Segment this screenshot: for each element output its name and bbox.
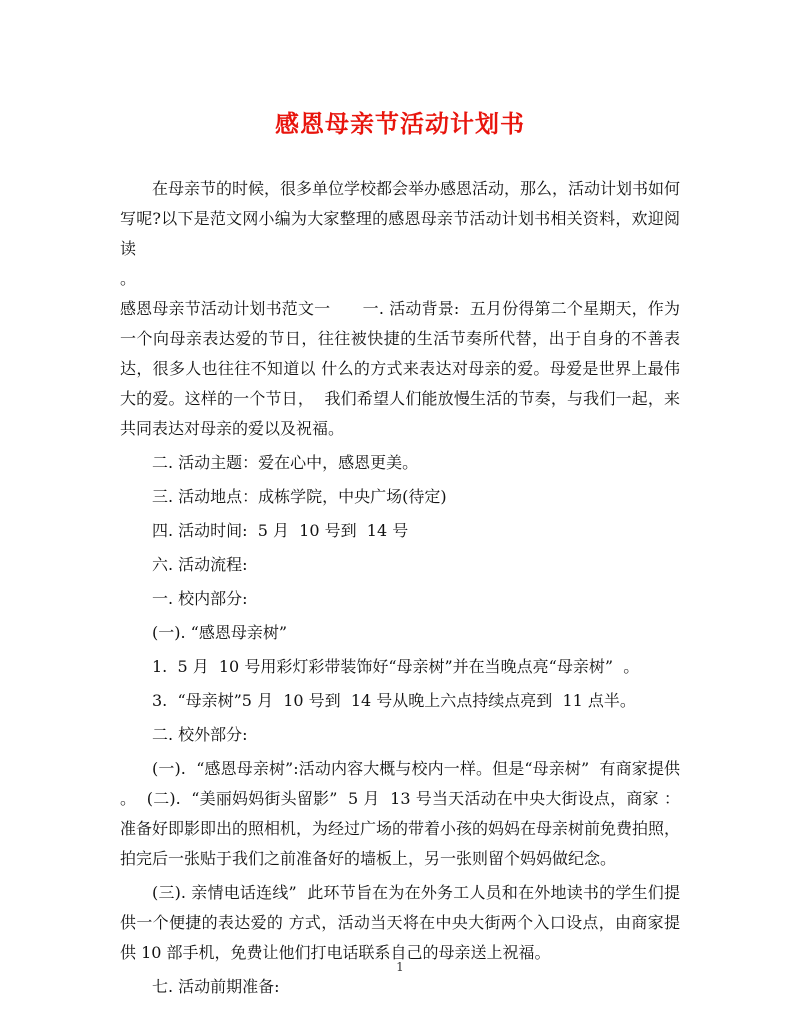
step-3-line: 3. “母亲树”5 月 10 号到 14 号从晚上六点持续点亮到 11 点半。 bbox=[152, 691, 636, 710]
intro-line-1: 在母亲节的时候，很多单位学校都会举办感恩活动，那么，活动计划书如何 bbox=[152, 179, 681, 198]
off-campus-heading: 二. 校外部分: bbox=[152, 725, 248, 744]
background-paragraph: 感恩母亲节活动计划书范文一 一. 活动背景: 五月份得第二个星期天，作为一个向母亲表达爱的节日，往往被快捷的生活节奏所代替，出于自身的不善表达，很多人也往往不知道以 什么的方式来表达对母亲的爱。母爱是世界上最伟大的爱。这样的一个节日， 我们希望人们能放慢生活的节奏，与我们一起，来共同表达对母亲的爱以及祝福。 bbox=[120, 299, 680, 438]
theme-line: 二. 活动主题：爱在心中，感恩更美。 bbox=[152, 453, 419, 472]
time-line: 四. 活动时间: 5 月 10 号到 14 号 bbox=[152, 521, 409, 540]
step-1-line: 1. 5 月 10 号用彩灯彩带装饰好“母亲树”并在当晚点亮“母亲树” 。 bbox=[152, 657, 640, 676]
process-heading: 六. 活动流程: bbox=[152, 555, 248, 574]
mother-tree-heading: (一). “感恩母亲树” bbox=[152, 623, 288, 642]
preparation-heading: 七. 活动前期准备: bbox=[152, 977, 280, 996]
off-campus-paragraph: (一). “感恩母亲树”:活动内容大概与校内一样。但是“母亲树” 有商家提供 。 (二). “美丽妈妈街头留影” 5 月 13 号当天活动在中央大街设点，商家 ： 准备好即影即出的照相机，为经过广场的带着小孩的妈妈在母亲树前免费拍照， 拍完后一张贴于我们之前准备好的墙板上，另一张则留个妈妈做纪念。 bbox=[120, 759, 691, 868]
page-number: 1 bbox=[396, 960, 404, 974]
phone-call-paragraph: (三). 亲情电话连线” 此环节旨在为在外务工人员和在外地读书的学生们提供一个便捷的表达爱的 方式，活动当天将在中央大街两个入口设点，由商家提供 10 部手机，免费让他们打电话联系自己的母亲送上祝福。 bbox=[120, 883, 680, 962]
intro-line-3: 。 bbox=[120, 269, 137, 288]
intro-paragraph bbox=[120, 174, 680, 294]
document-body bbox=[120, 174, 691, 1002]
document-title: 感恩母亲节活动计划书 bbox=[275, 109, 525, 138]
campus-section-heading: 一. 校内部分: bbox=[152, 589, 248, 608]
location-line: 三. 活动地点：成栋学院，中央广场(待定) bbox=[152, 487, 447, 506]
intro-line-2: 写呢?以下是范文网小编为大家整理的感恩母亲节活动计划书相关资料，欢迎阅读 bbox=[120, 209, 680, 258]
